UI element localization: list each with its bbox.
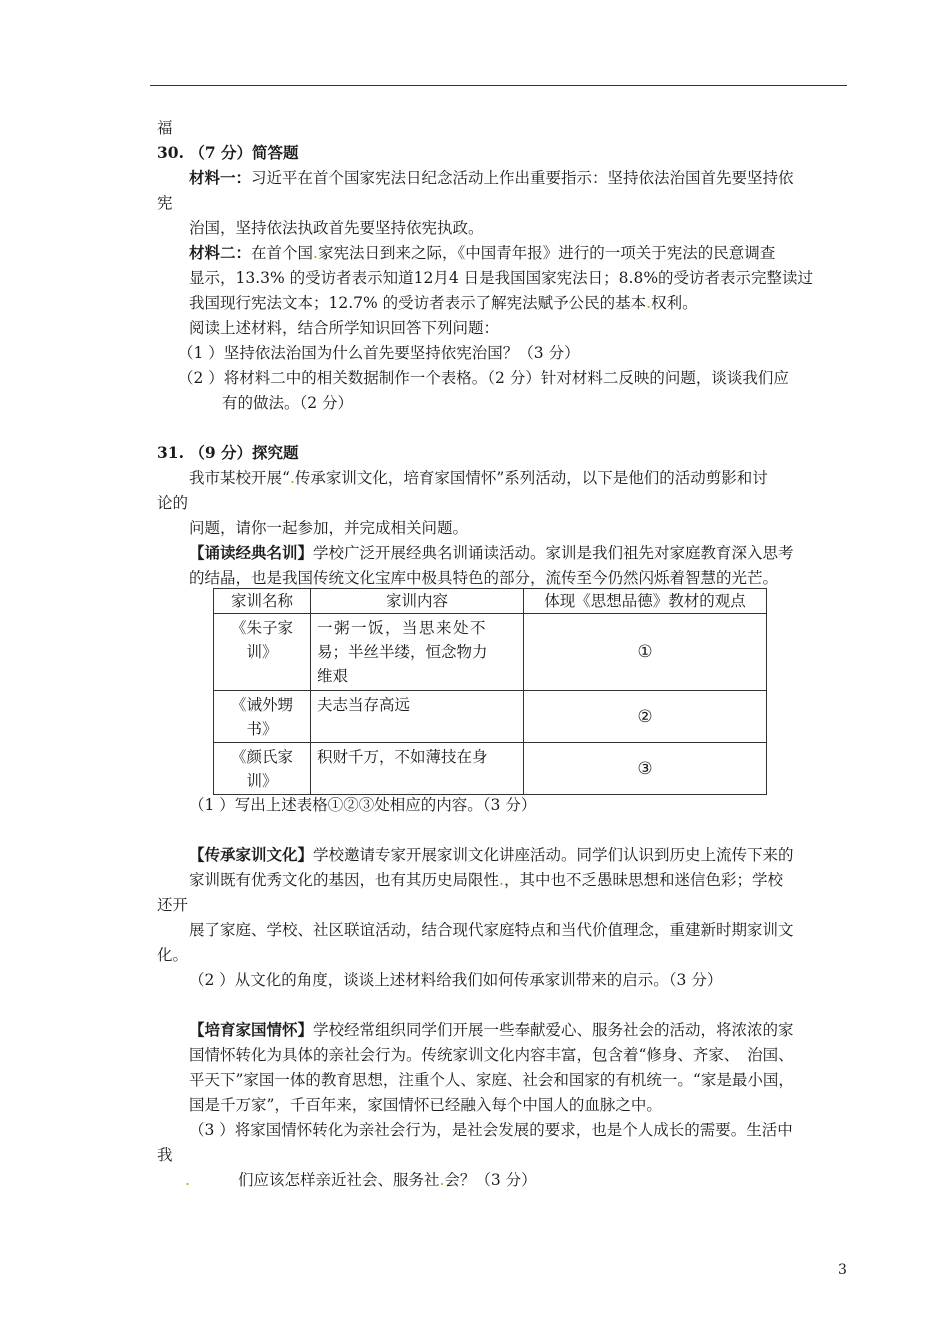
table-cell-content: 一粥一饭，当思来处不 易；半丝半缕，恒念物力 维艰 [311,614,524,691]
q30-title: 30. （7 分）简答题 [157,143,299,162]
table-row [214,691,767,743]
material2-label: 材料二： [189,243,252,262]
column-header: 家训内容 [311,589,524,614]
material1-label: 材料一： [189,168,252,187]
q31-section2-line5: 化。 [157,946,189,964]
q30-material2-line2: 显示，13.3% 的受访者表示知道12月4 日是我国国家宪法日；8.8%的受访者表示完整读过 [189,269,814,287]
q31-section2: 【传承家训文化】学校邀请专家开展家训文化讲座活动。同学们认识到历史上流传下来的 [189,845,794,864]
stray-dot: . [646,294,652,312]
table-cell-point: ③ [524,743,767,795]
q31-intro: 我市某校开展“.传承家训文化，培育家国情怀”系列活动，以下是他们的活动剪影和讨 [189,469,768,487]
table-cell-name: 《朱子家 训》 [214,614,311,691]
column-header: 家训名称 [214,589,311,614]
table-cell-content: 夫志当存高远 [311,691,524,743]
table-cell-point: ① [524,614,767,691]
header-rule [150,85,847,86]
q31-sub3-line3: . 们应该怎样亲近社会、服务社.会？（3 分） [185,1171,537,1189]
table-cell-content: 积财千万，不如薄技在身 [311,743,524,795]
section3-label: 【培育家国情怀】 [189,1020,314,1039]
page-number: 3 [838,1262,847,1278]
q31-section3-line2: 国情怀转化为具体的亲社会行为。传统家训文化内容丰富，包含着“修身、齐家、 治国、 [189,1046,794,1064]
q30-material1 [189,168,794,188]
family-instructions-table [213,588,767,795]
table-cell-point: ② [524,691,767,743]
q31-sub3: （3 ）将家国情怀转化为亲社会行为，是社会发展的要求，也是个人成长的需要。生活中 [189,1121,793,1139]
q31-sub3-line2: 我 [157,1146,173,1164]
q31-section1-line2: 的结晶，也是我国传统文化宝库中极具特色的部分，流传至今仍然闪烁着智慧的光芒。 [189,569,779,587]
table-header-row [214,589,767,614]
q31-intro-line2: 论的 [157,494,189,512]
material1-text: 习近平在首个国家宪法日纪念活动上作出重要指示：坚持依法治国首先要坚持依 [251,169,794,187]
q31-sub2: （2 ）从文化的角度，谈谈上述材料给我们如何传承家训带来的启示。（3 分） [189,971,723,989]
q31-section1: 【诵读经典名训】学校广泛开展经典名训诵读活动。家训是我们祖先对家庭教育深入思考 [189,543,794,562]
q30-material1-line2: 宪 [157,194,173,212]
q31-sub1: （1 ）写出上述表格①②③处相应的内容。（3 分） [189,796,537,814]
stray-dot: . [439,1171,445,1189]
q30-material1-line3: 治国，坚持依法执政首先要坚持依宪执政。 [189,219,484,237]
header-fragment: 福 [157,119,173,137]
q31-intro-line3: 问题，请你一起参加，并完成相关问题。 [189,519,469,537]
table-row [214,614,767,691]
q30-material2-line3: 我国现行宪法文本；12.7% 的受访者表示了解宪法赋予公民的基本.权利。 [189,294,698,312]
stray-dot: . [289,469,295,487]
q31-section2-line3: 还开 [157,896,189,914]
q30-sub2: （2 ）将材料二中的相关数据制作一个表格。（2 分）针对材料二反映的问题，谈谈我们应 [178,369,789,387]
q31-section2-line4: 展了家庭、学校、社区联谊活动，结合现代家庭特点和当代价值理念，重建新时期家训文 [189,921,794,939]
table-row [214,743,767,795]
table-cell-name: 《颜氏家 训》 [214,743,311,795]
stray-dot: . [313,244,318,262]
q30-sub1: （1 ）坚持依法治国为什么首先要坚持依宪治国？（3 分） [178,344,580,362]
q31-title: 31. （9 分）探究题 [157,443,299,462]
section1-label: 【诵读经典名训】 [189,543,314,562]
q30-sub2-line2: 有的做法。（2 分） [222,394,354,412]
stray-dot: . [499,871,504,889]
q31-section2-line2: 家训既有优秀文化的基因，也有其历史局限性.，其中也不乏愚昧思想和迷信色彩；学校 [189,871,783,889]
table-cell-name: 《诫外甥 书》 [214,691,311,743]
q30-material2: 材料二：在首个国.家宪法日到来之际，《中国青年报》进行的一项关于宪法的民意调查 [189,243,776,262]
q31-section3-line3: 平天下”家国一体的教育思想，注重个人、家庭、社会和国家的有机统一。“家是最小国， [189,1071,794,1089]
q30-instruction: 阅读上述材料，结合所学知识回答下列问题： [189,319,500,337]
section2-label: 【传承家训文化】 [189,845,314,864]
stray-dot: . [185,1171,190,1189]
q31-section3: 【培育家国情怀】学校经常组织同学们开展一些奉献爱心、服务社会的活动，将浓浓的家 [189,1020,794,1039]
q31-section3-line4: 国是千万家”，千百年来，家国情怀已经融入每个中国人的血脉之中。 [189,1096,662,1114]
column-header: 体现《思想品德》教材的观点 [524,589,767,614]
